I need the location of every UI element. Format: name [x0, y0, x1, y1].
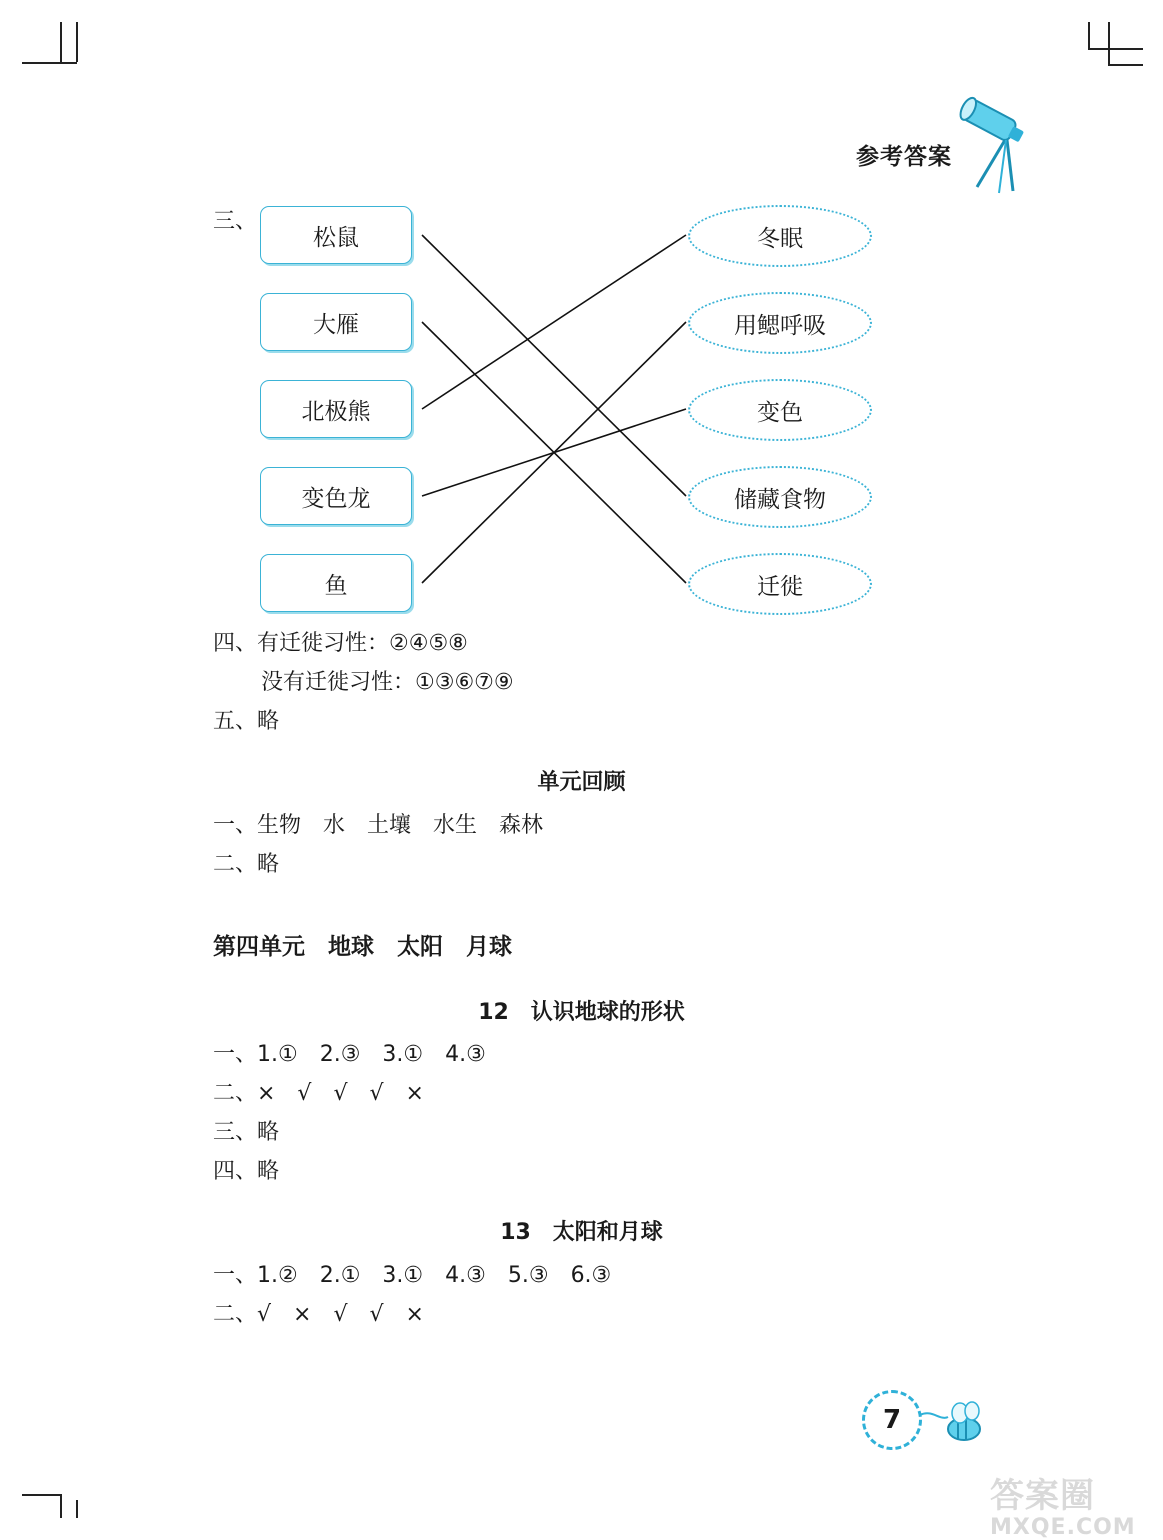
match-line — [422, 235, 686, 496]
lesson13-q2: 二、√ × √ √ × — [213, 1302, 424, 1327]
lesson12-q1: 一、1.① 2.③ 3.① 4.③ — [213, 1042, 486, 1067]
animal-box-chameleon: 变色龙 — [260, 467, 412, 525]
trait-oval-gill-breathing: 用鳃呼吸 — [688, 292, 872, 354]
match-line — [422, 235, 686, 409]
lesson12-q4: 四、略 — [213, 1159, 280, 1184]
crop-mark-bottom-left-v — [60, 1494, 62, 1518]
lesson12-q2: 二、× √ √ √ × — [213, 1081, 424, 1106]
review-q1: 一、生物 水 土壤 水生 森林 — [213, 813, 544, 838]
migration-no: 没有迁徙习性：①③⑥⑦⑨ — [261, 670, 514, 695]
trait-oval-store-food: 储藏食物 — [688, 466, 872, 528]
review-q2: 二、略 — [213, 852, 280, 877]
watermark-url: MXQE.COM — [990, 1515, 1136, 1540]
animal-box-fish: 鱼 — [260, 554, 412, 612]
animal-box-squirrel: 松鼠 — [260, 206, 412, 264]
crop-mark-bottom-left-v2 — [76, 1500, 78, 1518]
watermark-logo — [990, 1468, 1136, 1540]
lesson13-title: 13 太阳和月球 — [500, 1220, 663, 1245]
unit4-title: 第四单元 地球 太阳 月球 — [213, 934, 512, 960]
page-number: 7 — [862, 1390, 922, 1450]
lesson12-title: 12 认识地球的形状 — [478, 1000, 685, 1025]
matching-lines — [0, 0, 1163, 640]
crop-mark-bottom-left-h — [22, 1494, 62, 1496]
trait-oval-migrate: 迁徙 — [688, 553, 872, 615]
lesson12-q3: 三、略 — [213, 1120, 280, 1145]
answer-key-title: 参考答案 — [856, 144, 952, 170]
migration-yes: 四、有迁徙习性：②④⑤⑧ — [213, 631, 468, 656]
animal-box-wild-goose: 大雁 — [260, 293, 412, 351]
trait-oval-hibernate: 冬眠 — [688, 205, 872, 267]
animal-box-polar-bear: 北极熊 — [260, 380, 412, 438]
section-five: 五、略 — [213, 709, 280, 734]
watermark-text: 答案圈 — [990, 1476, 1095, 1516]
lesson13-q1: 一、1.② 2.① 3.① 4.③ 5.③ 6.③ — [213, 1263, 612, 1288]
matching-label: 三、 — [213, 209, 258, 234]
bee-icon — [918, 1395, 988, 1451]
unit-review-title: 单元回顾 — [537, 770, 626, 795]
trait-oval-change-color: 变色 — [688, 379, 872, 441]
